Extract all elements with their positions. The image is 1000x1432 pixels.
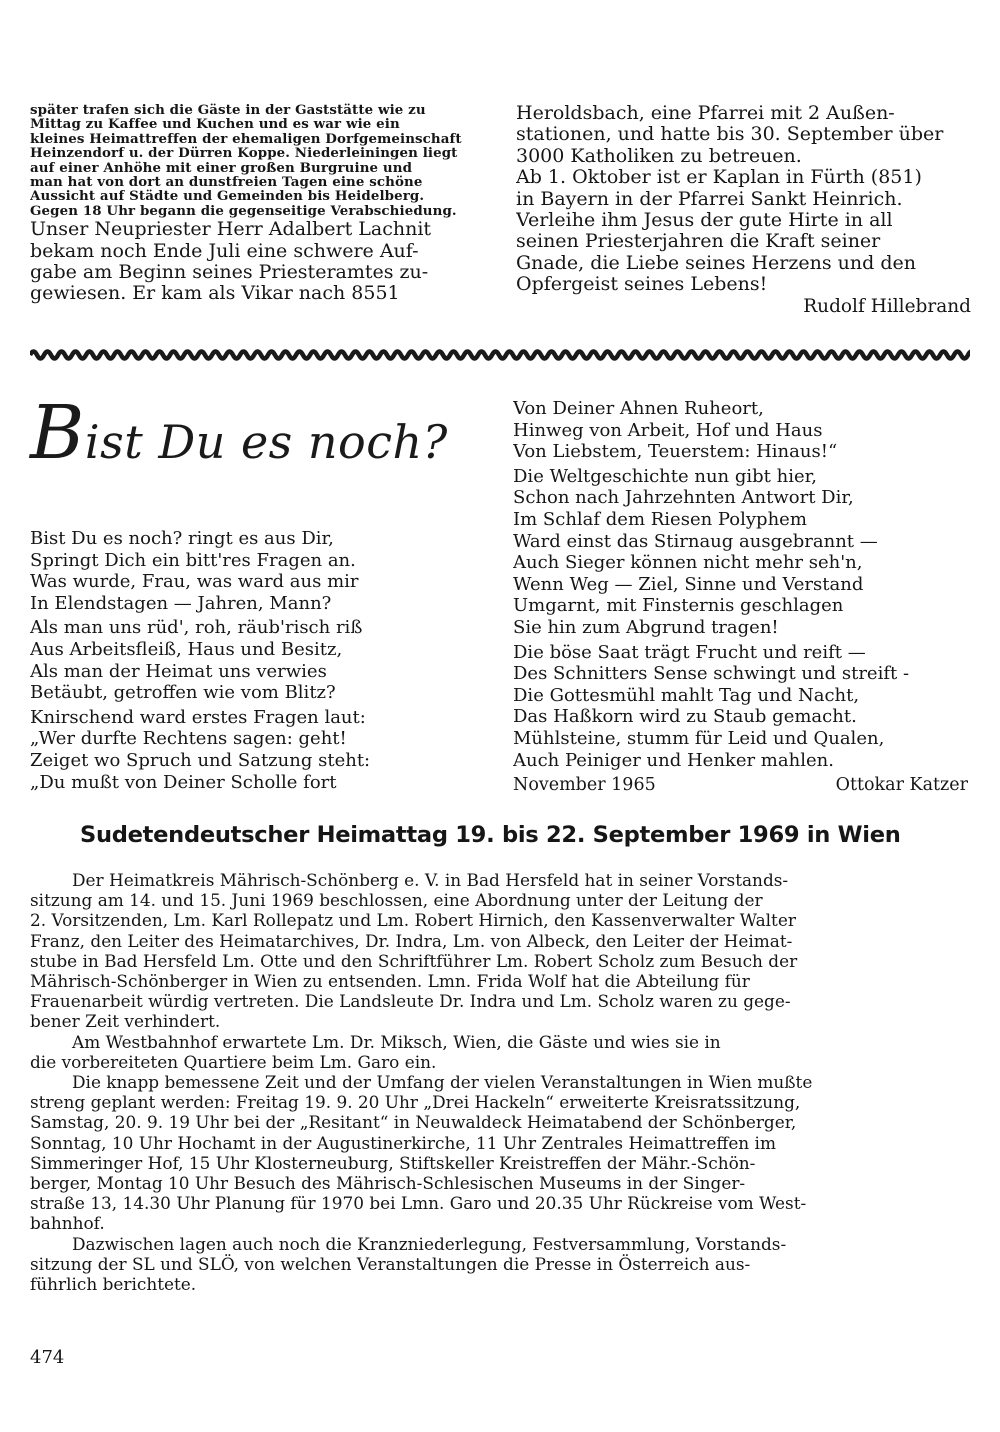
text-line: Von Liebstem, Teuerstem: Hinaus!“ [513, 441, 838, 463]
text-line: Gnade, die Liebe seines Herzens und den [516, 252, 916, 274]
poem-stanza [513, 642, 968, 772]
text-line: seinen Priesterjahren die Kraft seiner [516, 231, 881, 253]
text-line: Als man uns rüd', roh, räub'risch riß [30, 617, 363, 639]
text-line: gewiesen. Er kam als Vikar nach 8551 [30, 283, 400, 305]
article-line: Mährisch-Schönberger in Wien zu entsenden. Lmn. Frida Wolf hat die Abteilung für [30, 971, 750, 992]
article-body [30, 870, 970, 1294]
poem-right-column [513, 398, 968, 796]
article-line: stube in Bad Hersfeld Lm. Otte und den Schriftführer Lm. Robert Scholz zum Besuch der [30, 950, 798, 971]
poem-stanza [30, 528, 470, 614]
article-line: Samstag, 20. 9. 19 Uhr bei der „Resitant“ in Neuwaldeck Heimatabend der Schönberger, [30, 1112, 797, 1133]
poem-stanza [513, 466, 968, 639]
poem-stanza [30, 707, 470, 793]
article-line: Die knapp bemessene Zeit und der Umfang der vielen Veranstaltungen in Wien mußte [72, 1072, 813, 1093]
article-headline: Sudetendeutscher Heimattag 19. bis 22. September 1969 in Wien [80, 822, 901, 848]
article-line: streng geplant werden: Freitag 19. 9. 20 Uhr „Drei Hackeln“ erweiterte Kreisratssitzung, [30, 1092, 801, 1113]
text-line: Heroldsbach, eine Pfarrei mit 2 Außen- [516, 103, 895, 124]
poem-title-initial: B [30, 390, 85, 476]
text-line: Opfergeist seines Lebens! [516, 274, 768, 296]
article-paragraph [30, 870, 970, 1032]
text-line: Das Haßkorn wird zu Staub gemacht. [513, 706, 857, 728]
text-line: auf einer Anhöhe mit einer großen Burgruine und [30, 160, 413, 176]
article-line: bahnhof. [30, 1213, 105, 1234]
poem-title [30, 388, 470, 478]
article-paragraph [30, 1032, 970, 1072]
text-line: Knirschend ward erstes Fragen laut: [30, 706, 366, 728]
article-line: führlich berichtete. [30, 1274, 197, 1295]
page-number: 474 [30, 1347, 65, 1368]
text-line: Springt Dich ein bitt'res Fragen an. [30, 549, 356, 571]
text-line: Hinweg von Arbeit, Hof und Haus [513, 419, 823, 441]
article-line: berger, Montag 10 Uhr Besuch des Mährisch-Schlesischen Museums in der Singer- [30, 1173, 746, 1194]
text-line: Umgarnt, mit Finsternis geschlagen [513, 595, 844, 617]
text-line: In Elendstagen — Jahren, Mann? [30, 592, 332, 614]
text-line: Als man der Heimat uns verwies [30, 660, 327, 682]
article-line: Am Westbahnhof erwartete Lm. Dr. Miksch, Wien, die Gäste und wies sie in [72, 1031, 721, 1052]
poem-stanza [30, 617, 470, 703]
article-paragraph [30, 1072, 970, 1234]
text-line: Ward einst das Stirnaug ausgebrannt — [513, 530, 878, 552]
text-line: Im Schlaf dem Riesen Polyphem [513, 508, 807, 530]
article-line: Dazwischen lagen auch noch die Kranzniederlegung, Festversammlung, Vorstands- [72, 1233, 787, 1254]
text-line: Des Schnitters Sense schwingt und streift - [513, 663, 910, 685]
text-line: Von Deiner Ahnen Ruheort, [513, 398, 764, 419]
article-line: Franz, den Leiter des Heimatarchives, Dr. Indra, Lm. von Albeck, den Leiter der Heimat- [30, 930, 793, 951]
text-line: Gegen 18 Uhr begann die gegenseitige Verabschiedung. [30, 203, 457, 219]
text-line: später trafen sich die Gäste in der Gaststätte wie zu [30, 103, 426, 118]
text-line: Die Weltgeschichte nun gibt hier, [513, 465, 817, 487]
text-line: in Bayern in der Pfarrei Sankt Heinrich. [516, 188, 903, 210]
text-line: „Du mußt von Deiner Scholle fort [30, 771, 337, 793]
signature-rudolf: Rudolf Hillebrand [803, 295, 971, 317]
text-line: Sie hin zum Abgrund tragen! [513, 616, 779, 638]
text-line: Verleihe ihm Jesus der gute Hirte in all [516, 210, 893, 232]
text-line: Schon nach Jahrzehnten Antwort Dir, [513, 487, 854, 509]
text-line: kleines Heimattreffen der ehemaligen Dorfgemeinschaft [30, 131, 462, 147]
text-line: Auch Peiniger und Henker mahlen. [513, 749, 834, 771]
article-line: sitzung der SL und SLÖ, von welchen Veranstaltungen die Presse in Österreich aus- [30, 1253, 751, 1274]
left-small-text [30, 103, 490, 218]
article-line: straße 13, 14.30 Uhr Planung für 1970 bei Lmn. Garo und 20.35 Uhr Rückreise vom West- [30, 1193, 807, 1214]
text-line: Bist Du es noch? ringt es aus Dir, [30, 528, 334, 549]
poem-stanza [513, 398, 968, 463]
poem-author: Ottokar Katzer [835, 775, 968, 796]
text-line: Mühlsteine, stumm für Leid und Qualen, [513, 727, 885, 749]
text-line: bekam noch Ende Juli eine schwere Auf- [30, 240, 419, 262]
article-line: Der Heimatkreis Mährisch-Schönberg e. V. in Bad Hersfeld hat in seiner Vorstands- [72, 870, 789, 890]
text-line: Was wurde, Frau, was ward aus mir [30, 571, 359, 593]
article-line: sitzung am 14. und 15. Juni 1969 beschlossen, eine Abordnung unter der Leitung der [30, 890, 763, 911]
poem-right-stanzas [513, 398, 968, 771]
ornamental-divider [30, 347, 970, 363]
poem-title-rest: ist Du es noch? [84, 415, 448, 469]
article-line: die vorbereiteten Quartiere beim Lm. Garo ein. [30, 1051, 437, 1072]
text-line: Zeiget wo Spruch und Satzung steht: [30, 749, 371, 771]
poem-footer [513, 774, 968, 796]
text-line: Aus Arbeitsfleiß, Haus und Besitz, [30, 638, 343, 660]
text-line: Ab 1. Oktober ist er Kaplan in Fürth (851) [516, 167, 922, 189]
left-large-text [30, 219, 490, 305]
text-line: man hat von dort an dunstfreien Tagen eine schöne [30, 175, 423, 190]
article-line: bener Zeit verhindert. [30, 1011, 221, 1032]
article-line: Simmeringer Hof, 15 Uhr Klosterneuburg, Stiftskeller Kreistreffen der Mähr.-Schön- [30, 1152, 756, 1173]
text-line: Betäubt, getroffen wie vom Blitz? [30, 682, 336, 704]
text-line: Die Gottesmühl mahlt Tag und Nacht, [513, 684, 860, 706]
text-line: Wenn Weg — Ziel, Sinne und Verstand [513, 573, 864, 595]
text-line: 3000 Katholiken zu betreuen. [516, 145, 802, 167]
article-paragraph [30, 1234, 970, 1295]
text-line: Mittag zu Kaffee und Kuchen und es war wie ein [30, 117, 400, 132]
top-left-column [30, 103, 490, 305]
top-right-column [516, 103, 971, 318]
article-line: 2. Vorsitzenden, Lm. Karl Rollepatz und Lm. Robert Hirnich, den Kassenverwalter Walter [30, 910, 796, 931]
text-line: stationen, und hatte bis 30. September über [516, 124, 944, 146]
text-line: „Wer durfte Rechtens sagen: geht! [30, 728, 347, 750]
poem-date: November 1965 [513, 775, 656, 796]
text-line: Aussicht auf Städte und Gemeinden bis Heidelberg. [30, 189, 425, 204]
text-line: Heinzendorf u. der Dürren Koppe. Niederleiningen liegt [30, 146, 458, 161]
text-line: Auch Sieger können nicht mehr seh'n, [513, 552, 863, 574]
text-line: Die böse Saat trägt Frucht und reift — [513, 641, 866, 663]
article-line: Frauenarbeit würdig vertreten. Die Landsleute Dr. Indra und Lm. Scholz waren zu gege- [30, 991, 791, 1012]
article-line: Sonntag, 10 Uhr Hochamt in der Augustinerkirche, 11 Uhr Zentrales Heimattreffen im [30, 1132, 776, 1153]
poem-left-column [30, 528, 470, 796]
text-line: gabe am Beginn seines Priesteramtes zu- [30, 262, 429, 284]
right-top-text [516, 103, 971, 296]
text-line: Unser Neupriester Herr Adalbert Lachnit [30, 219, 432, 241]
